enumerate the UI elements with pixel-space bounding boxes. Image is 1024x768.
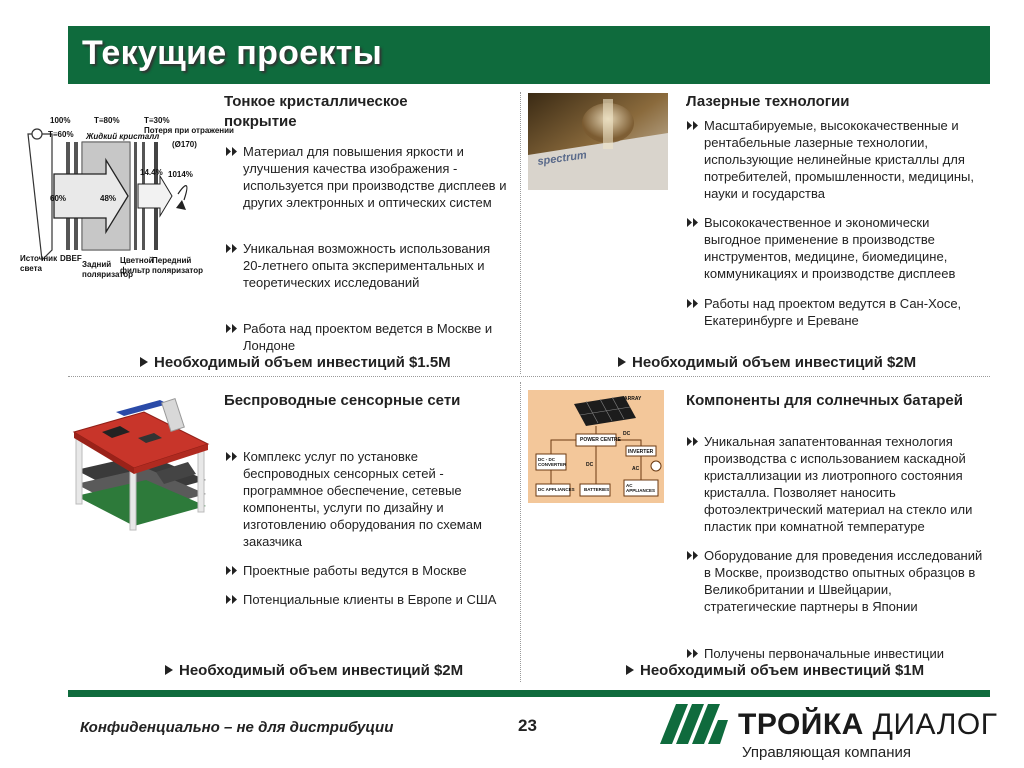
investment-text: Необходимый объем инвестиций $2M xyxy=(632,354,917,371)
crystal-coating-diagram xyxy=(20,112,234,282)
horizontal-divider xyxy=(68,376,990,377)
diagram-label: 48% xyxy=(100,194,117,203)
bullet-text: Высококачественное и экономически выгодное применение в производстве инструментов, медицине, биомедицине, коммуникациях и производстве дисплеев xyxy=(704,215,956,281)
solar-label: AC xyxy=(632,466,640,472)
double-chevron-right-icon xyxy=(226,240,240,257)
double-chevron-right-icon xyxy=(226,143,240,160)
diagram-label: 1014% xyxy=(168,170,193,179)
bullet-text: Оборудование для проведения исследований в Москве, производство опытных образцов в Великобритании и Швейцарии, стратегические партнеры в Японии xyxy=(704,548,983,614)
confidential-note: Конфиденциально – не для дистрибуции xyxy=(80,719,394,736)
bullet-text: Комплекс услуг по установке беспроводных сенсорных сетей - программное обеспечение, сетевые компоненты, услуги по дизайну и изготовлению оборудования по схемам заказчика xyxy=(243,449,482,549)
bullet-text: Работа над проектом ведется в Москве и Лондоне xyxy=(243,321,493,353)
solar-label: INVERTER xyxy=(628,449,654,455)
section-title: Беспроводные сенсорные сети xyxy=(224,392,461,409)
solar-label: POWER CENTRE xyxy=(580,437,621,443)
triangle-right-icon xyxy=(140,357,148,367)
laser-photo xyxy=(528,93,668,190)
triangle-right-icon xyxy=(626,665,634,675)
footer-bar xyxy=(68,690,990,697)
diagram-label: Задний поляризатор xyxy=(82,260,133,279)
diagram-label: 14.4% xyxy=(140,168,163,177)
section-title: Компоненты для солнечных батарей xyxy=(686,392,963,409)
diagram-label: (Ø170) xyxy=(172,140,197,149)
solar-label: ARRAY xyxy=(624,396,642,402)
bullet-item xyxy=(687,214,987,282)
bullet-item xyxy=(687,547,987,615)
double-chevron-right-icon xyxy=(687,117,701,134)
bullet-item xyxy=(226,320,508,354)
solar-label: BATTERIES xyxy=(584,487,610,492)
double-chevron-right-icon xyxy=(687,547,701,564)
sensor-board-photo xyxy=(68,392,212,534)
bullet-item xyxy=(687,433,987,535)
bullet-text: Проектные работы ведутся в Москве xyxy=(243,563,467,578)
investment-text: Необходимый объем инвестиций $1M xyxy=(640,662,925,679)
page-title: Текущие проекты xyxy=(82,34,383,72)
solar-label: DC xyxy=(623,431,631,437)
vertical-divider-bottom xyxy=(520,382,521,682)
double-chevron-right-icon xyxy=(226,320,240,337)
bullet-text: Потенциальные клиенты в Европе и США xyxy=(243,592,497,607)
double-chevron-right-icon xyxy=(226,448,240,465)
bullet-item xyxy=(226,240,508,291)
diagram-label: Передний поляризатор xyxy=(152,256,203,275)
bullet-text: Уникальная запатентованная технология производства с использованием каскадной кристаллизации из лиотропного состояния кристалла. Позволяет наносить фотоэлектрический материал на стекло или пластик при комнатной температуре xyxy=(704,434,973,534)
triangle-right-icon xyxy=(165,665,173,675)
bullet-item xyxy=(687,117,987,202)
double-chevron-right-icon xyxy=(687,295,701,312)
solar-system-diagram xyxy=(528,390,664,503)
bullet-text: Материал для повышения яркости и улучшения качества изображения - используется при производстве дисплеев и других электронных и оптических систем xyxy=(243,144,507,210)
diagram-label: T≡30% xyxy=(144,116,170,125)
page-number: 23 xyxy=(518,716,537,735)
diagram-label: T≡60% xyxy=(48,130,74,139)
double-chevron-right-icon xyxy=(226,591,240,608)
triangle-right-icon xyxy=(618,357,626,367)
logo-name-regular: ДИАЛОГ xyxy=(872,708,998,741)
laser-photo-label: spectrum xyxy=(536,149,588,168)
diagram-label: T≡80% xyxy=(94,116,120,125)
bullet-text: Масштабируемые, высококачественные и рентабельные лазерные технологии, использующие нелинейные кристаллы для потребителей, промышленности, медицины, науки и государства xyxy=(704,118,974,201)
solar-label: DC - DC CONVERTER xyxy=(538,457,567,467)
solar-label: DC APPLIANCES xyxy=(538,487,575,492)
logo-name xyxy=(738,708,997,742)
diagram-label: Потеря при отражении xyxy=(144,126,234,135)
bullet-item xyxy=(226,448,508,550)
bullet-item xyxy=(687,645,987,662)
solar-label: DC xyxy=(586,462,594,468)
double-chevron-right-icon xyxy=(687,645,701,662)
bullet-text: Уникальная возможность использования 20-летнего опыта экспериментальных и теоретических исследований xyxy=(243,241,491,290)
investment-text: Необходимый объем инвестиций $1.5M xyxy=(154,354,451,371)
bullet-item xyxy=(226,562,508,579)
diagram-label: DBEF xyxy=(60,254,82,263)
logo-name-bold: ТРОЙКА xyxy=(738,708,864,741)
double-chevron-right-icon xyxy=(687,214,701,231)
bullet-text: Работы над проектом ведутся в Сан-Хосе, Екатеринбурге и Ереване xyxy=(704,296,962,328)
section-title: Тонкое кристаллическое покрытие xyxy=(224,93,408,130)
diagram-label: Цветной фильтр xyxy=(120,256,154,275)
diagram-label: Источник света xyxy=(20,254,58,273)
investment-line xyxy=(618,354,916,371)
double-chevron-right-icon xyxy=(687,433,701,450)
investment-line xyxy=(626,662,924,679)
logo-subtitle: Управляющая компания xyxy=(742,744,912,761)
diagram-label: 100% xyxy=(50,116,71,125)
bullet-text: Получены первоначальные инвестиции xyxy=(704,646,944,661)
solar-label: AC APPLIANCES xyxy=(626,483,656,493)
bullet-item xyxy=(226,591,508,608)
diagram-label: 60% xyxy=(50,194,67,203)
diagram-label: Жидкий кристалл xyxy=(86,132,160,141)
investment-line xyxy=(140,354,451,371)
troika-logo-icon xyxy=(660,704,732,744)
section-title: Лазерные технологии xyxy=(686,93,850,110)
investment-line xyxy=(165,662,463,679)
double-chevron-right-icon xyxy=(226,562,240,579)
bullet-item xyxy=(226,143,508,211)
investment-text: Необходимый объем инвестиций $2M xyxy=(179,662,464,679)
vertical-divider-top xyxy=(520,92,521,374)
bullet-item xyxy=(687,295,987,329)
